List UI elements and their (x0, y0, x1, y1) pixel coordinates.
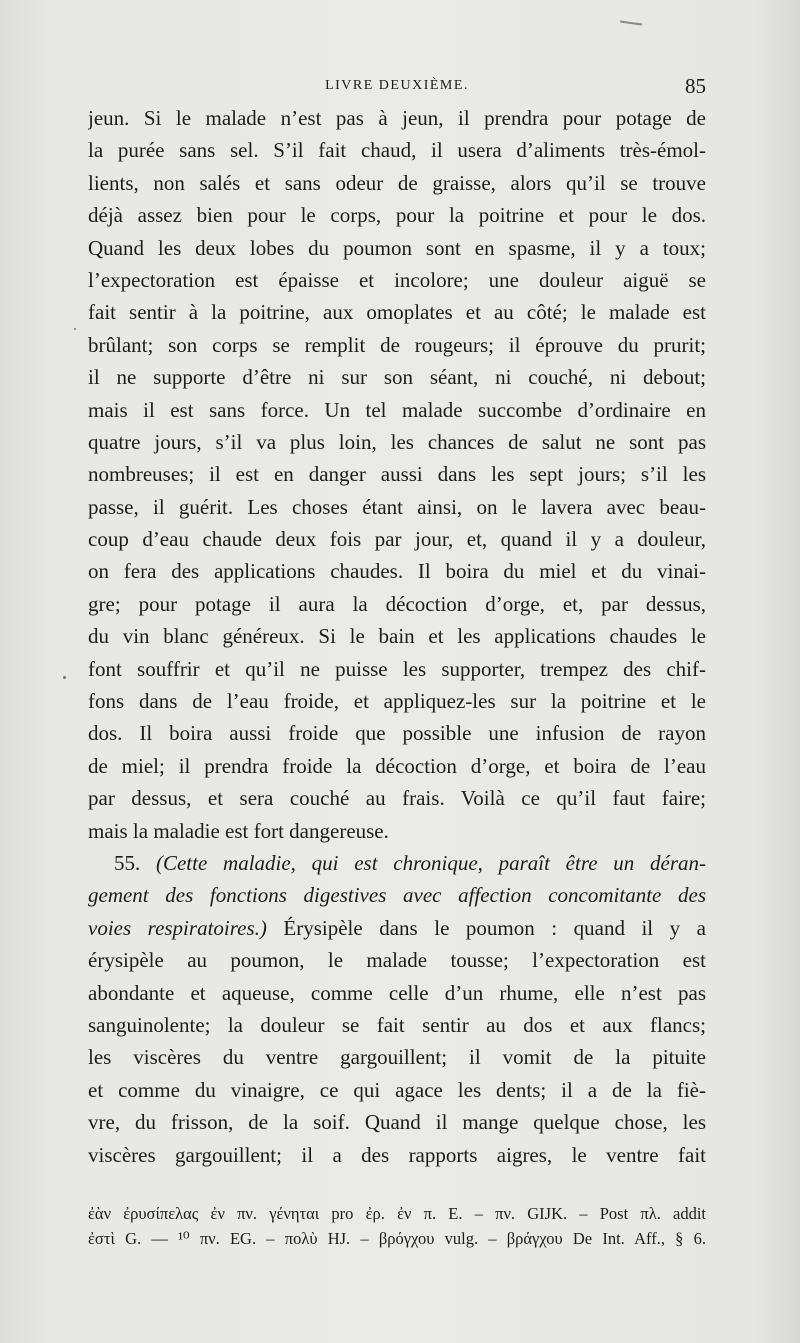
page-header (88, 74, 706, 100)
text-line: et comme du vinaigre, ce qui agace les dents; il a de la fiè- (88, 1077, 706, 1102)
text-line: par dessus, et sera couché au frais. Voilà ce qu’il faut faire; (88, 786, 706, 811)
text-line: de miel; il prendra froide la décoction d’orge, et boira de l’eau (88, 753, 706, 778)
text-line: déjà assez bien pour le corps, pour la poitrine et pour le dos. (88, 203, 706, 228)
text-line: abondante et aqueuse, comme celle d’un rhume, elle n’est pas (88, 980, 706, 1005)
section-55-line (88, 879, 706, 911)
text-line: la purée sans sel. S’il fait chaud, il usera d’aliments très-émol- (88, 138, 706, 163)
section-number: 55. (114, 850, 141, 875)
text-line: nombreuses; il est en danger aussi dans les sept jours; s’il les (88, 462, 706, 487)
text-line: font souffrir et qu’il ne puisse les supporter, trempez des chif- (88, 656, 706, 681)
text-line: érysipèle au poumon, le malade tousse; l’expectoration est (88, 948, 706, 973)
footnote-line: ἐὰν ἐρυσίπελας ἐν πν. γένηται pro ἐρ. ἐν π. E. – πν. GIJK. – Post πλ. addit (88, 1204, 706, 1223)
text-line: du vin blanc généreux. Si le bain et les applications chaudes le (88, 624, 706, 649)
section-55-line (88, 847, 706, 879)
section-55-line (88, 912, 706, 944)
text-line: fons dans de l’eau froide, et appliquez-les sur la poitrine et le (88, 689, 706, 714)
text-line: mais la maladie est fort dangereuse. (88, 818, 389, 843)
text-line: lients, non salés et sans odeur de graisse, alors qu’il se trouve (88, 170, 706, 195)
italic-note: voies respiratoires.) (88, 915, 267, 940)
scan-mark (620, 20, 642, 25)
text-line: les viscères du ventre gargouillent; il vomit de la pituite (88, 1045, 706, 1070)
italic-note: gement des fonctions digestives avec affection concomitante des (88, 883, 706, 908)
text-line: mais il est sans force. Un tel malade succombe d’ordinaire en (88, 397, 706, 422)
text-line: brûlant; son corps se remplit de rougeurs; il éprouve du prurit; (88, 332, 706, 357)
body-text (88, 102, 706, 1171)
text-line: on fera des applications chaudes. Il boira du miel et du vinai- (88, 559, 706, 584)
section-text: Érysipèle dans le poumon : quand il y a (266, 915, 706, 940)
text-line: passe, il guérit. Les choses étant ainsi, on le lavera avec beau- (88, 494, 706, 519)
text-line: jeun. Si le malade n’est pas à jeun, il prendra pour potage de (88, 106, 706, 130)
page-number: 85 (685, 74, 706, 98)
italic-note: (Cette maladie, qui est chronique, paraît être un déran- (155, 850, 706, 875)
text-line: dos. Il boira aussi froide que possible une infusion de rayon (88, 721, 706, 746)
footnote-line: ἐστὶ G. — ¹⁰ πν. EG. – πολὺ HJ. – βρόγχου vulg. – βράγχου De Int. Aff., § 6. (88, 1229, 706, 1248)
paper-speck (74, 328, 76, 330)
text-line: sanguinolente; la douleur se fait sentir au dos et aux flancs; (88, 1012, 706, 1037)
paper-speck (63, 676, 66, 679)
footnotes (88, 1201, 706, 1251)
text-line: il ne supporte d’être ni sur son séant, ni couché, ni debout; (88, 365, 706, 390)
text-line: quatre jours, s’il va plus loin, les chances de salut ne sont pas (88, 429, 706, 454)
running-title: LIVRE DEUXIÈME. (325, 78, 469, 93)
text-line: l’expectoration est épaisse et incolore; une douleur aiguë se (88, 267, 706, 292)
text-line: Quand les deux lobes du poumon sont en spasme, il y a toux; (88, 235, 706, 260)
text-line: gre; pour potage il aura la décoction d’orge, et, par dessus, (88, 591, 706, 616)
text-line: fait sentir à la poitrine, aux omoplates et au côté; le malade est (88, 300, 706, 325)
text-line: vre, du frisson, de la soif. Quand il mange quelque chose, les (88, 1110, 706, 1135)
text-line: coup d’eau chaude deux fois par jour, et, quand il y a douleur, (88, 527, 706, 552)
text-line: viscères gargouillent; il a des rapports aigres, le ventre fait (88, 1142, 706, 1167)
